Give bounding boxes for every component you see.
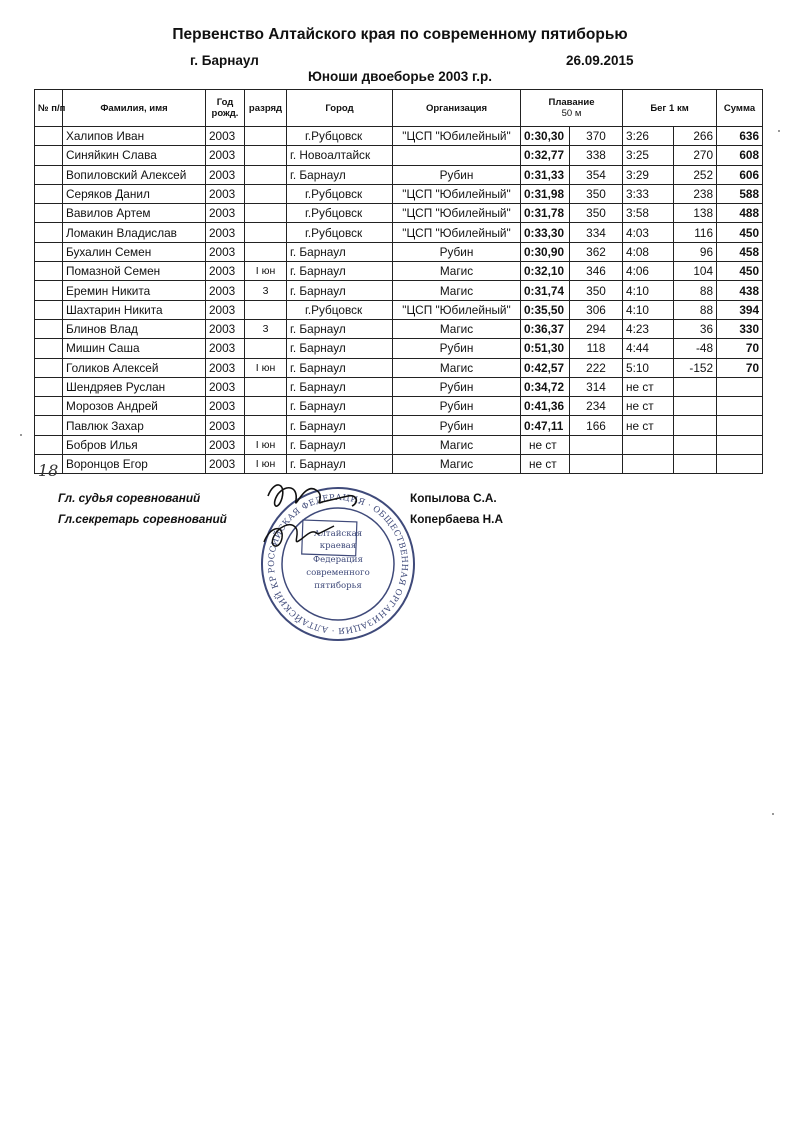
cell-name: Халипов Иван [63,127,206,146]
cell-sum: 330 [717,319,763,338]
cell-run-points: 252 [674,165,717,184]
cell-run-time: 3:33 [623,184,674,203]
cell-sum: 450 [717,223,763,242]
cell-org: Магис [393,358,521,377]
header-rank: разряд [245,90,287,127]
table-header-row [35,90,763,127]
cell-rank [245,242,287,261]
scan-speck [778,130,780,132]
cell-rank: 3 [245,319,287,338]
table-row [35,300,763,319]
cell-swim-time: 0:35,50 [521,300,570,319]
cell-name: Вопиловский Алексей [63,165,206,184]
header-year-line2: рожд. [211,108,239,119]
cell-swim-points: 362 [570,242,623,261]
header-org: Организация [393,90,521,127]
cell-run-time [623,455,674,474]
cell-name: Вавилов Артем [63,204,206,223]
table-row [35,281,763,300]
cell-city: г. Барнаул [287,262,393,281]
cell-sum: 450 [717,262,763,281]
cell-city: г. Барнаул [287,455,393,474]
cell-rank [245,165,287,184]
table-row [35,184,763,203]
cell-rank: I юн [245,455,287,474]
table-row [35,358,763,377]
cell-sum: 636 [717,127,763,146]
cell-year: 2003 [206,435,245,454]
cell-swim-points: 354 [570,165,623,184]
cell-run-time: 4:44 [623,339,674,358]
cell-city: г. Барнаул [287,242,393,261]
secretary-label: Гл.секретарь соревнований [58,512,227,526]
cell-num [35,377,63,396]
table-row [35,416,763,435]
table-row [35,242,763,261]
cell-run-time: не ст [623,416,674,435]
cell-org: Рубин [393,339,521,358]
cell-run-points: 88 [674,281,717,300]
cell-swim-time: 0:51,30 [521,339,570,358]
cell-swim-time: 0:34,72 [521,377,570,396]
cell-run-points: 266 [674,127,717,146]
secretary-signature [264,525,334,546]
cell-org: Рубин [393,165,521,184]
cell-swim-points: 222 [570,358,623,377]
results-table [34,89,763,474]
cell-city: г. Барнаул [287,416,393,435]
header-num: № п/п [35,90,63,127]
cell-swim-time: 0:31,33 [521,165,570,184]
cell-name: Воронцов Егор [63,455,206,474]
cell-run-points: 104 [674,262,717,281]
cell-run-points: -48 [674,339,717,358]
cell-rank [245,397,287,416]
scan-speck [20,434,22,436]
header-year [206,90,245,127]
cell-run-time: 4:03 [623,223,674,242]
cell-sum: 394 [717,300,763,319]
cell-run-points: 138 [674,204,717,223]
cell-name: Помазной Семен [63,262,206,281]
cell-num [35,416,63,435]
header-swim [521,90,623,127]
cell-run-points [674,435,717,454]
cell-rank [245,300,287,319]
cell-num [35,339,63,358]
cell-city: г. Барнаул [287,281,393,300]
table-row [35,127,763,146]
header-swim-line1: Плавание [548,97,595,108]
cell-city: г. Барнаул [287,339,393,358]
cell-year: 2003 [206,184,245,203]
table-row [35,146,763,165]
cell-num [35,300,63,319]
cell-rank [245,127,287,146]
cell-city: г.Рубцовск [287,184,393,203]
cell-run-time: 5:10 [623,358,674,377]
cell-run-time: 4:10 [623,281,674,300]
cell-run-time: не ст [623,397,674,416]
cell-year: 2003 [206,146,245,165]
cell-swim-time: 0:42,57 [521,358,570,377]
cell-year: 2003 [206,223,245,242]
cell-swim-points: 306 [570,300,623,319]
cell-swim-points: 370 [570,127,623,146]
cell-org: "ЦСП "Юбилейный" [393,184,521,203]
header-city: г. Барнаул [190,53,259,68]
stamp-center-line: пятиборья [314,581,362,591]
cell-sum [717,455,763,474]
cell-run-points [674,455,717,474]
cell-sum: 438 [717,281,763,300]
cell-run-time: 4:10 [623,300,674,319]
cell-swim-time: не ст [521,435,570,454]
document-title: Первенство Алтайского края по современному пятиборью [172,26,628,43]
cell-num [35,435,63,454]
cell-num [35,223,63,242]
table-row [35,339,763,358]
cell-city: г. Барнаул [287,397,393,416]
header-sum: Сумма [717,90,763,127]
cell-run-time: 3:58 [623,204,674,223]
cell-org: Рубин [393,377,521,396]
cell-year: 2003 [206,204,245,223]
cell-swim-time: 0:31,98 [521,184,570,203]
table-row [35,455,763,474]
cell-sum: 70 [717,358,763,377]
stamp-center-line: краевая [319,541,357,551]
cell-swim-points: 350 [570,204,623,223]
cell-name: Мишин Саша [63,339,206,358]
cell-rank: I юн [245,262,287,281]
document-subtitle: Юноши двоеборье 2003 г.р. [307,69,493,84]
table-row [35,397,763,416]
cell-org: "ЦСП "Юбилейный" [393,127,521,146]
cell-year: 2003 [206,300,245,319]
cell-swim-points [570,435,623,454]
cell-org: Магис [393,455,521,474]
cell-num [35,184,63,203]
cell-sum: 458 [717,242,763,261]
signatures-scribbles [256,476,406,566]
cell-org: "ЦСП "Юбилейный" [393,204,521,223]
cell-run-points [674,397,717,416]
cell-run-points [674,377,717,396]
cell-city: г. Барнаул [287,358,393,377]
cell-swim-time: 0:41,36 [521,397,570,416]
cell-run-time: 3:29 [623,165,674,184]
cell-name: Серяков Данил [63,184,206,203]
cell-sum: 488 [717,204,763,223]
cell-swim-time: не ст [521,455,570,474]
cell-swim-time: 0:33,30 [521,223,570,242]
cell-run-time: 4:08 [623,242,674,261]
cell-name: Павлюк Захар [63,416,206,435]
cell-swim-time: 0:31,74 [521,281,570,300]
cell-name: Еремин Никита [63,281,206,300]
cell-name: Морозов Андрей [63,397,206,416]
table-row [35,204,763,223]
cell-sum: 588 [717,184,763,203]
cell-org: Магис [393,435,521,454]
cell-org: Рубин [393,416,521,435]
cell-year: 2003 [206,281,245,300]
cell-swim-time: 0:30,90 [521,242,570,261]
cell-rank [245,204,287,223]
cell-city: г. Барнаул [287,319,393,338]
cell-run-points: 270 [674,146,717,165]
cell-org: Магис [393,281,521,300]
scan-speck [772,813,774,815]
cell-run-time: не ст [623,377,674,396]
header-run: Бег 1 км [623,90,717,127]
cell-name: Ломакин Владислав [63,223,206,242]
cell-year: 2003 [206,358,245,377]
cell-swim-points: 350 [570,281,623,300]
cell-run-time: 4:06 [623,262,674,281]
cell-year: 2003 [206,262,245,281]
cell-rank [245,223,287,242]
cell-run-points: 116 [674,223,717,242]
cell-rank [245,416,287,435]
cell-year: 2003 [206,416,245,435]
cell-year: 2003 [206,127,245,146]
cell-num [35,262,63,281]
cell-org: "ЦСП "Юбилейный" [393,300,521,319]
secretary-name: Копербаева Н.А [410,512,503,526]
cell-year: 2003 [206,242,245,261]
table-row [35,435,763,454]
cell-num [35,319,63,338]
cell-sum [717,377,763,396]
cell-swim-points [570,455,623,474]
cell-org: Рубин [393,397,521,416]
cell-name: Блинов Влад [63,319,206,338]
header-year-line1: Год [216,97,234,108]
cell-year: 2003 [206,455,245,474]
cell-swim-points: 234 [570,397,623,416]
cell-num [35,165,63,184]
cell-swim-points: 294 [570,319,623,338]
cell-swim-points: 350 [570,184,623,203]
cell-num [35,281,63,300]
cell-sum: 606 [717,165,763,184]
cell-year: 2003 [206,165,245,184]
cell-run-time: 3:26 [623,127,674,146]
cell-city: г. Новоалтайск [287,146,393,165]
cell-run-points: 238 [674,184,717,203]
cell-num [35,358,63,377]
handwritten-number: 18 [38,461,59,480]
cell-sum: 70 [717,339,763,358]
header-date: 26.09.2015 [566,53,634,68]
cell-swim-points: 334 [570,223,623,242]
header-city: Город [287,90,393,127]
cell-swim-points: 346 [570,262,623,281]
cell-city: г.Рубцовск [287,204,393,223]
cell-org: "ЦСП "Юбилейный" [393,223,521,242]
cell-run-points: -152 [674,358,717,377]
cell-swim-time: 0:30,30 [521,127,570,146]
cell-org: Магис [393,319,521,338]
cell-swim-time: 0:31,78 [521,204,570,223]
cell-name: Шендряев Руслан [63,377,206,396]
cell-num [35,204,63,223]
cell-run-time [623,435,674,454]
cell-name: Бухалин Семен [63,242,206,261]
cell-sum [717,416,763,435]
cell-year: 2003 [206,377,245,396]
cell-rank [245,184,287,203]
cell-run-points [674,416,717,435]
cell-name: Шахтарин Никита [63,300,206,319]
cell-rank [245,339,287,358]
cell-city: г. Барнаул [287,435,393,454]
cell-year: 2003 [206,319,245,338]
cell-swim-points: 166 [570,416,623,435]
cell-run-points: 96 [674,242,717,261]
cell-run-time: 3:25 [623,146,674,165]
stamp-center-line: Федерация [313,555,363,565]
header-name: Фамилия, имя [63,90,206,127]
cell-run-points: 36 [674,319,717,338]
cell-org: Магис [393,262,521,281]
cell-name: Голиков Алексей [63,358,206,377]
table-row [35,319,763,338]
table-row [35,223,763,242]
cell-swim-points: 338 [570,146,623,165]
cell-swim-points: 314 [570,377,623,396]
cell-swim-time: 0:47,11 [521,416,570,435]
cell-swim-time: 0:32,10 [521,262,570,281]
cell-num [35,242,63,261]
stamp-center-line: Алтайская [313,529,363,539]
cell-year: 2003 [206,397,245,416]
cell-rank [245,377,287,396]
header-swim-line2: 50 м [561,108,582,119]
cell-sum [717,397,763,416]
cell-num [35,127,63,146]
cell-city: г. Барнаул [287,377,393,396]
cell-rank: 3 [245,281,287,300]
cell-num [35,397,63,416]
judge-label: Гл. судья соревнований [58,491,201,505]
cell-year: 2003 [206,339,245,358]
judge-signature [268,485,356,506]
cell-run-time: 4:23 [623,319,674,338]
cell-rank [245,146,287,165]
table-row [35,377,763,396]
cell-rank: I юн [245,358,287,377]
cell-org: Рубин [393,242,521,261]
cell-swim-time: 0:36,37 [521,319,570,338]
judge-name: Копылова С.А. [410,491,497,505]
cell-city: г.Рубцовск [287,127,393,146]
cell-org [393,146,521,165]
table-row [35,165,763,184]
table-row [35,262,763,281]
cell-city: г.Рубцовск [287,300,393,319]
cell-swim-time: 0:32,77 [521,146,570,165]
cell-city: г.Рубцовск [287,223,393,242]
cell-name: Синяйкин Слава [63,146,206,165]
cell-sum [717,435,763,454]
cell-run-points: 88 [674,300,717,319]
cell-rank: I юн [245,435,287,454]
cell-city: г. Барнаул [287,165,393,184]
cell-name: Бобров Илья [63,435,206,454]
cell-swim-points: 118 [570,339,623,358]
stamp-center-line: современного [306,568,370,578]
cell-num [35,146,63,165]
stamp-ring-textpath: РОССИЙСКАЯ ФЕДЕРАЦИЯ · ОБЩЕСТВЕННАЯ ОРГАНИЗАЦИЯ · АЛТАЙСКИЙ КРАЙ, [265,491,411,637]
cell-sum: 608 [717,146,763,165]
